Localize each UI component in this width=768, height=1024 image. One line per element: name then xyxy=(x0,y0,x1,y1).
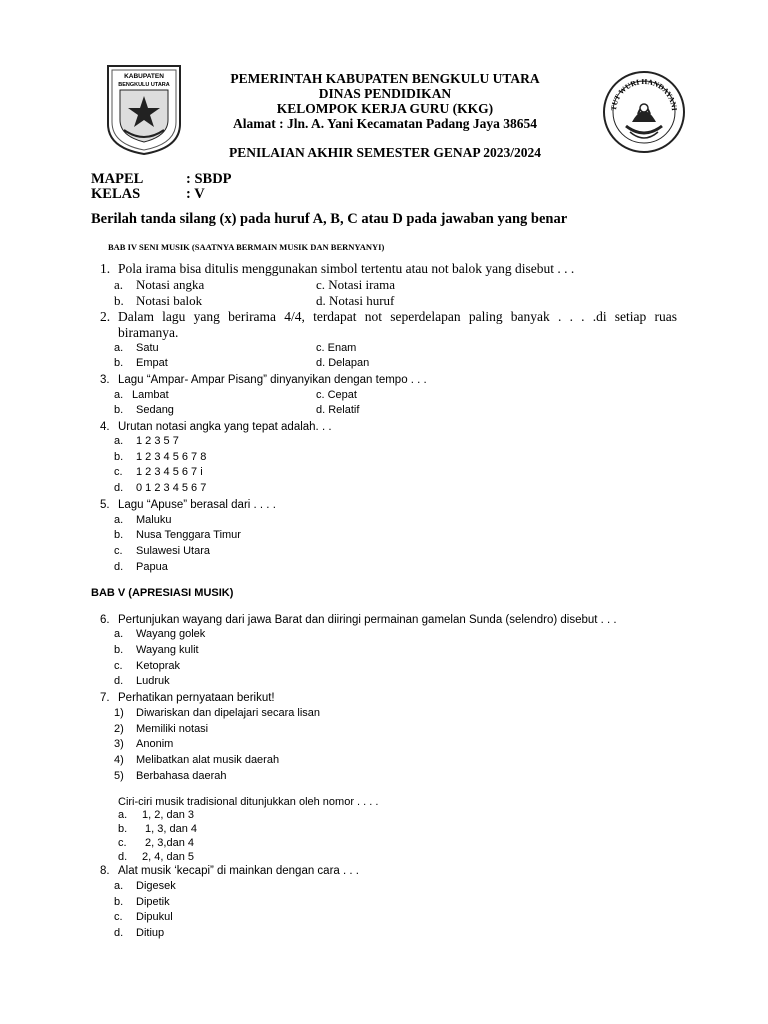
q1-option-a xyxy=(114,277,204,293)
q7-option-a xyxy=(118,809,194,822)
q6-c-letter: c. xyxy=(114,660,123,672)
q1-option-b xyxy=(114,293,202,309)
q7-prompt: Ciri-ciri musik tradisional ditunjukkan oleh nomor . . . . xyxy=(118,796,379,808)
q6-option-b xyxy=(114,644,199,656)
q2-a-text: Satu xyxy=(136,342,159,354)
q6-number: 6. xyxy=(100,614,110,626)
instruction: Berilah tanda silang (x) pada huruf A, B, C atau D pada jawaban yang benar xyxy=(91,211,568,227)
q7-statement-number: 1) xyxy=(114,707,124,719)
q2-option-d: d. Delapan xyxy=(316,357,370,369)
q1-option-d: d. Notasi huruf xyxy=(316,293,395,308)
q3-option-c: c. Cepat xyxy=(316,389,357,401)
q7-statement-number: 3) xyxy=(114,738,124,750)
q2-option-a xyxy=(114,342,159,354)
q8-text: Alat musik ‘kecapi” di mainkan dengan cara . . . xyxy=(118,865,359,877)
q3-option-b xyxy=(114,404,174,416)
q7-c-text: 2, 3,dan 4 xyxy=(142,837,194,849)
q4-a-letter: a. xyxy=(114,435,124,447)
q7-text: Perhatikan pernyataan berikut! xyxy=(118,692,275,704)
q8-c-text: Dipukul xyxy=(136,911,173,923)
q2-option-c: c. Enam xyxy=(316,342,357,354)
q5-option-c xyxy=(114,545,210,557)
tut-wuri-handayani-logo xyxy=(602,70,686,154)
q4-option-d xyxy=(114,482,206,494)
logo-right-text: TUT WURI HANDAYANI xyxy=(608,76,679,112)
q4-b-text: 1 2 3 4 5 6 7 8 xyxy=(136,451,207,463)
q7-statement xyxy=(114,723,208,735)
q6-d-letter: d. xyxy=(114,675,124,687)
q4-d-letter: d. xyxy=(114,482,124,494)
q5-option-a xyxy=(114,514,171,526)
kelas-row xyxy=(91,186,205,203)
logo-left-text1: KABUPATEN xyxy=(124,73,164,80)
question-3 xyxy=(100,373,427,388)
q7-statement-text: Melibatkan alat musik daerah xyxy=(136,754,280,766)
q8-option-c xyxy=(114,911,173,923)
q2-number: 2. xyxy=(100,309,111,324)
q3-b-letter: b. xyxy=(114,404,124,416)
q4-b-letter: b. xyxy=(114,451,124,463)
q7-statement-text: Diwariskan dan dipelajari secara lisan xyxy=(136,707,321,719)
q4-d-text: 0 1 2 3 4 5 6 7 xyxy=(136,482,207,494)
q7-statement-number: 2) xyxy=(114,723,124,735)
q6-d-text: Ludruk xyxy=(136,675,170,687)
q1-b-text: Notasi balok xyxy=(136,293,203,308)
q5-b-text: Nusa Tenggara Timur xyxy=(136,529,241,541)
question-4 xyxy=(100,420,332,435)
q7-number: 7. xyxy=(100,692,110,704)
header-government: PEMERINTAH KABUPATEN BENGKULU UTARA xyxy=(230,71,540,86)
q7-statement-number: 5) xyxy=(114,770,124,782)
q1-b-letter: b. xyxy=(114,293,124,308)
q1-a-letter: a. xyxy=(114,277,124,292)
q6-c-text: Ketoprak xyxy=(136,660,181,672)
q4-text: Urutan notasi angka yang tepat adalah. . . xyxy=(118,421,332,433)
q7-option-b xyxy=(118,823,197,836)
q7-statement-number: 4) xyxy=(114,754,124,766)
question-5 xyxy=(100,498,276,513)
header-department: DINAS PENDIDIKAN xyxy=(318,86,452,101)
q4-number: 4. xyxy=(100,421,110,433)
q6-text: Pertunjukan wayang dari jawa Barat dan diiringi permainan gamelan Sunda (selendro) disebut . . . xyxy=(118,614,617,626)
q7-c-letter: c. xyxy=(118,837,127,849)
q7-option-d xyxy=(118,851,194,864)
q4-option-c xyxy=(114,466,203,478)
header-address: Alamat : Jln. A. Yani Kecamatan Padang Jaya 38654 xyxy=(232,116,537,131)
q7-statement-text: Berbahasa daerah xyxy=(136,770,227,782)
q8-d-letter: d. xyxy=(114,927,124,939)
q7-b-letter: b. xyxy=(118,823,128,835)
q5-number: 5. xyxy=(100,499,110,511)
q4-a-text: 1 2 3 5 7 xyxy=(136,435,179,447)
q8-d-text: Ditiup xyxy=(136,927,165,939)
q2-option-b xyxy=(114,357,168,369)
q8-c-letter: c. xyxy=(114,911,123,923)
q8-option-b xyxy=(114,896,170,908)
q6-b-text: Wayang kulit xyxy=(136,644,199,656)
q5-d-letter: d. xyxy=(114,561,124,573)
question-8 xyxy=(100,864,359,879)
q3-option-d: d. Relatif xyxy=(316,404,360,416)
q3-number: 3. xyxy=(100,374,110,386)
q5-b-letter: b. xyxy=(114,529,124,541)
page-title: PENILAIAN AKHIR SEMESTER GENAP 2023/2024 xyxy=(228,145,542,160)
q6-b-letter: b. xyxy=(114,644,124,656)
q3-a-text: Lambat xyxy=(132,389,169,401)
question-1 xyxy=(100,261,574,277)
q7-d-letter: d. xyxy=(118,851,128,863)
q5-option-d xyxy=(114,561,168,573)
logo-left-text2: BENGKULU UTARA xyxy=(118,82,170,88)
q8-number: 8. xyxy=(100,865,110,877)
q7-a-letter: a. xyxy=(118,809,128,821)
q1-text: Pola irama bisa ditulis menggunakan simbol tertentu atau not balok yang disebut . . . xyxy=(118,261,575,276)
q4-option-b xyxy=(114,451,206,463)
q7-statement xyxy=(114,770,227,782)
q7-b-text: 1, 3, dan 4 xyxy=(142,823,198,835)
q6-option-d xyxy=(114,675,170,687)
q8-option-d xyxy=(114,927,164,939)
q5-d-text: Papua xyxy=(136,561,168,573)
q1-option-c: c. Notasi irama xyxy=(316,277,396,292)
q7-statement xyxy=(114,707,320,719)
q7-statement xyxy=(114,754,279,766)
q2-text-line2: biramanya. xyxy=(118,325,179,340)
q8-b-text: Dipetik xyxy=(136,896,170,908)
q5-a-text: Maluku xyxy=(136,514,172,526)
mapel-value: : SBDP xyxy=(186,171,232,187)
q5-a-letter: a. xyxy=(114,514,124,526)
question-7 xyxy=(100,691,275,706)
kelas-label: KELAS xyxy=(91,186,141,202)
q1-a-text: Notasi angka xyxy=(136,277,205,292)
q3-text: Lagu “Ampar- Ampar Pisang” dinyanyikan dengan tempo . . . xyxy=(118,374,427,386)
question-2 xyxy=(100,309,677,341)
q3-b-text: Sedang xyxy=(136,404,174,416)
q4-c-text: 1 2 3 4 5 6 7 i xyxy=(136,466,203,478)
q5-c-letter: c. xyxy=(114,545,123,557)
q2-text-line1: Dalam lagu yang berirama 4/4, terdapat not seperdelapan paling banyak . . . .di setiap ruas xyxy=(118,309,677,324)
header-kkg: KELOMPOK KERJA GURU (KKG) xyxy=(276,101,494,116)
q4-option-a xyxy=(114,435,179,447)
q8-b-letter: b. xyxy=(114,896,124,908)
q8-option-a xyxy=(114,880,176,892)
q7-statement-text: Anonim xyxy=(136,738,174,750)
bab4-heading: BAB IV SENI MUSIK (SAATNYA BERMAIN MUSIK DAN BERNYANYI) xyxy=(108,242,385,252)
q7-d-text: 2, 4, dan 5 xyxy=(142,851,194,863)
q2-a-letter: a. xyxy=(114,342,124,354)
q2-b-letter: b. xyxy=(114,357,124,369)
q1-number: 1. xyxy=(100,261,111,276)
q7-statement xyxy=(114,738,173,750)
q5-c-text: Sulawesi Utara xyxy=(136,545,210,557)
q7-option-c xyxy=(118,837,194,850)
bab5-heading: BAB V (APRESIASI MUSIK) xyxy=(91,587,234,599)
q6-option-c xyxy=(114,660,180,672)
question-6 xyxy=(100,613,617,628)
q8-a-text: Digesek xyxy=(136,880,176,892)
q6-a-text: Wayang golek xyxy=(136,628,206,640)
q4-c-letter: c. xyxy=(114,466,123,478)
q6-option-a xyxy=(114,628,205,640)
q5-text: Lagu “Apuse” berasal dari . . . . xyxy=(118,499,276,511)
q2-b-text: Empat xyxy=(136,357,168,369)
q7-statement-text: Memiliki notasi xyxy=(136,723,209,735)
q3-a-letter: a. xyxy=(114,389,124,401)
kelas-value: : V xyxy=(186,186,205,202)
q5-option-b xyxy=(114,529,241,541)
mapel-label: MAPEL xyxy=(91,171,144,187)
q3-option-a xyxy=(114,389,169,401)
q6-a-letter: a. xyxy=(114,628,124,640)
q7-a-text: 1, 2, dan 3 xyxy=(142,809,194,821)
q8-a-letter: a. xyxy=(114,880,124,892)
